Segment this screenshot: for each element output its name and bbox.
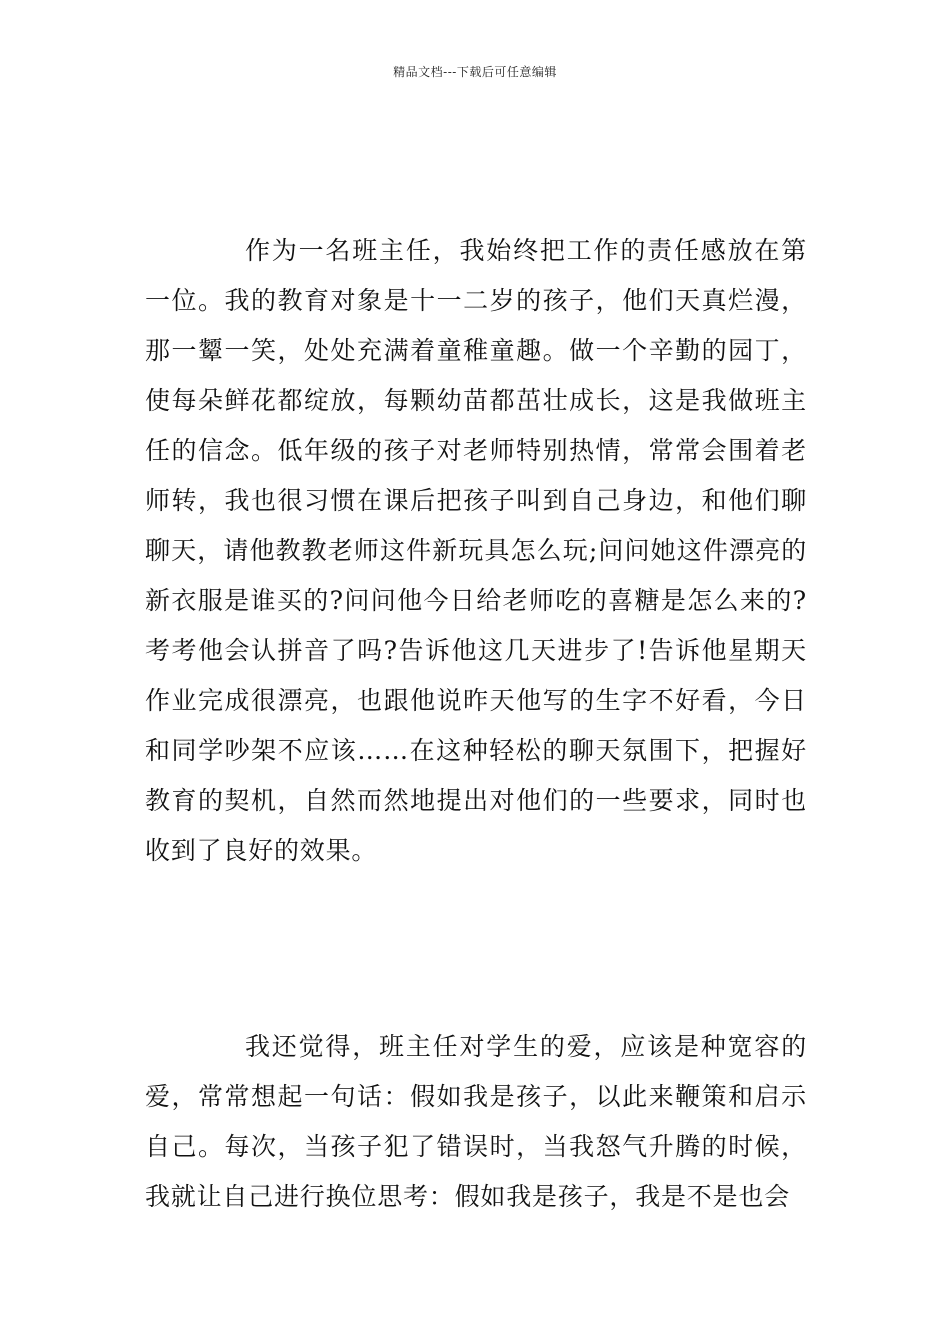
body-paragraph-1: 作为一名班主任，我始终把工作的责任感放在第一位。我的教育对象是十一二岁的孩子，他们天真烂漫，那一颦一笑，处处充满着童稚童趣。做一个辛勤的园丁，使每朵鲜花都绽放，每颗幼苗都茁壮成长，这是我做班主任的信念。低年级的孩子对老师特别热情，常常会围着老师转，我也很习惯在课后把孩子叫到自己身边，和他们聊聊天，请他教教老师这件新玩具怎么玩;问问她这件漂亮的新衣服是谁买的?问问他今日给老师吃的喜糖是怎么来的?考考他会认拼音了吗?告诉他这几天进步了!告诉他星期天作业完成很漂亮，也跟他说昨天他写的生字不好看，今日和同学吵架不应该……在这种轻松的聊天氛围下，把握好教育的契机，自然而然地提出对他们的一些要求，同时也收到了良好的效果。	[145, 236, 807, 865]
page-header: 精品文档---下载后可任意编辑	[393, 65, 557, 79]
body-paragraph-2: 我还觉得，班主任对学生的爱，应该是种宽容的爱，常常想起一句话：假如我是孩子，以此来鞭策和启示自己。每次，当孩子犯了错误时，当我怒气升腾的时候，我就让自己进行换位思考：假如我是孩子，我是不是也会	[145, 1032, 807, 1211]
